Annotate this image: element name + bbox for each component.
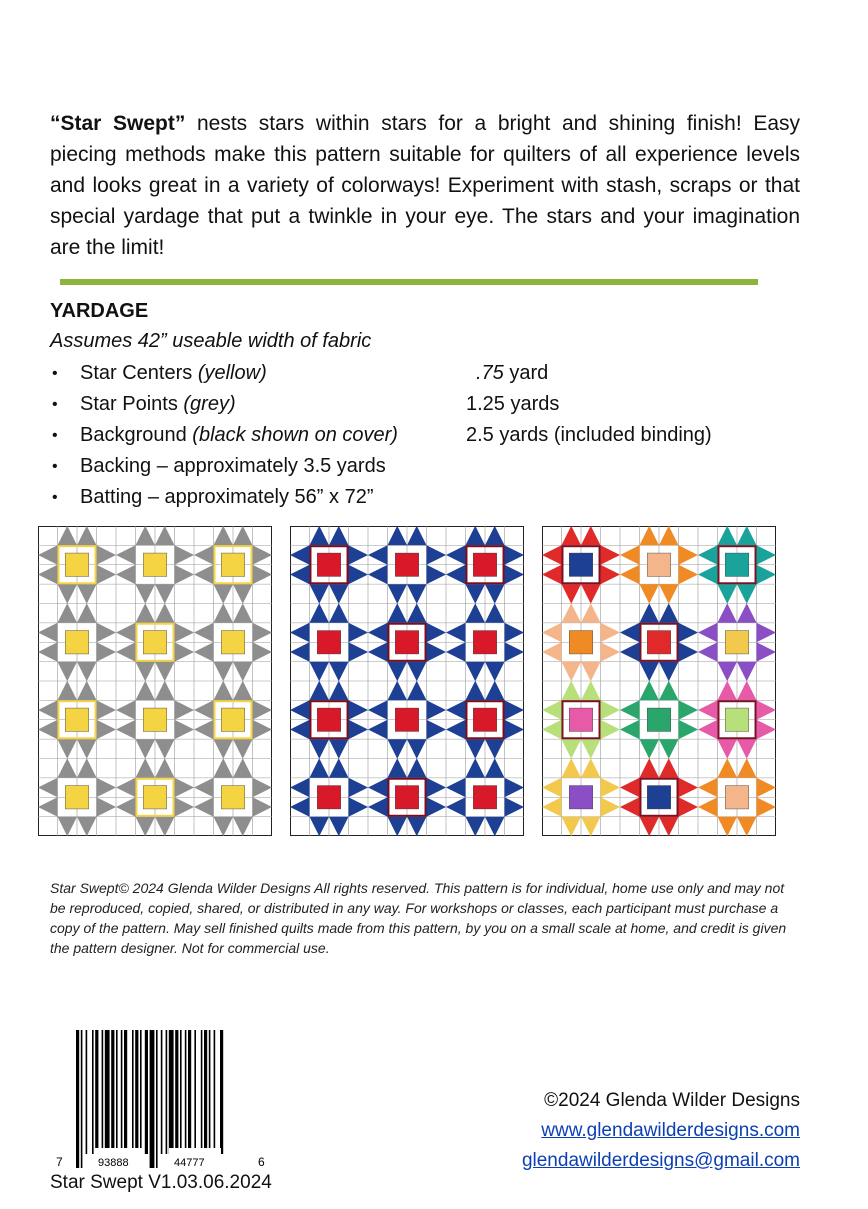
- yardage-subheading: Assumes 42” useable width of fabric: [50, 330, 372, 352]
- yardage-item-note: (black shown on cover): [192, 424, 398, 446]
- yardage-item-note: (grey): [183, 393, 236, 415]
- yardage-item-amount: 2.5 yards (included binding): [466, 424, 712, 446]
- yardage-item-name: Batting – approximately 56” x 72”: [80, 486, 374, 508]
- barcode-digits-left: 93888: [98, 1157, 129, 1169]
- bullet-icon: •: [52, 365, 58, 382]
- bullet-icon: •: [52, 427, 58, 444]
- yardage-item: [50, 482, 810, 513]
- yardage-item-amount: yard: [503, 362, 549, 384]
- quilt-image-grey-yellow: [38, 526, 272, 836]
- company-name: ©2024 Glenda Wilder Designs: [544, 1090, 800, 1111]
- website-link[interactable]: www.glendawilderdesigns.com: [541, 1120, 800, 1141]
- yardage-heading: YARDAGE: [50, 300, 149, 322]
- yardage-item-name: Star Centers: [80, 362, 198, 384]
- barcode-digits-right: 44777: [174, 1157, 205, 1169]
- yardage-item-name: Backing – approximately 3.5 yards: [80, 455, 386, 477]
- yardage-item: [50, 451, 810, 482]
- yardage-item-name: Star Points: [80, 393, 184, 415]
- yardage-item: [50, 420, 810, 451]
- copyright-notice: Star Swept© 2024 Glenda Wilder Designs All rights reserved. This pattern is for individual, home use only and may not be reproduced, copied, shared, or distributed in any way. For workshops or classes, each participant must purchase a copy of the pattern. May sell finished quilts made from this pattern, by you on a small scale at home, and credit is given the pattern designer. Not for commercial use.: [50, 880, 787, 956]
- yardage-item-name: Background: [80, 424, 193, 446]
- yardage-item-amount-italic: .75: [476, 362, 504, 384]
- designer-credit: [522, 1086, 800, 1176]
- quilt-image-scrappy: [542, 526, 776, 836]
- yardage-item-note: (yellow): [197, 362, 267, 384]
- intro-paragraph: [50, 108, 800, 263]
- bullet-icon: •: [52, 489, 58, 506]
- yardage-item-amount: 1.25 yards: [466, 393, 560, 415]
- version-label: Star Swept V1.03.06.2024: [50, 1172, 272, 1193]
- pattern-title: “Star Swept”: [50, 112, 186, 135]
- barcode-image: [52, 1030, 278, 1170]
- yardage-list: [50, 358, 810, 513]
- email-link[interactable]: glendawilderdesigns@gmail.com: [521, 1150, 800, 1171]
- green-divider: [60, 279, 758, 285]
- bullet-icon: •: [52, 396, 58, 413]
- barcode-digit-trail: 6: [258, 1155, 265, 1169]
- quilt-image-blue-red: [290, 526, 524, 836]
- intro-text: nests stars within stars for a bright and shining finish! Easy piecing methods make this pattern suitable for quilters of all experience levels and looks great in a variety of colorways! Experiment with stash, scraps or that special yardage that put a twinkle in your eye. The stars and your imagination are the limit!: [50, 112, 801, 259]
- yardage-item: [50, 389, 810, 420]
- yardage-item: [50, 358, 810, 389]
- bullet-icon: •: [52, 458, 58, 475]
- barcode-digit-lead: 7: [56, 1155, 63, 1169]
